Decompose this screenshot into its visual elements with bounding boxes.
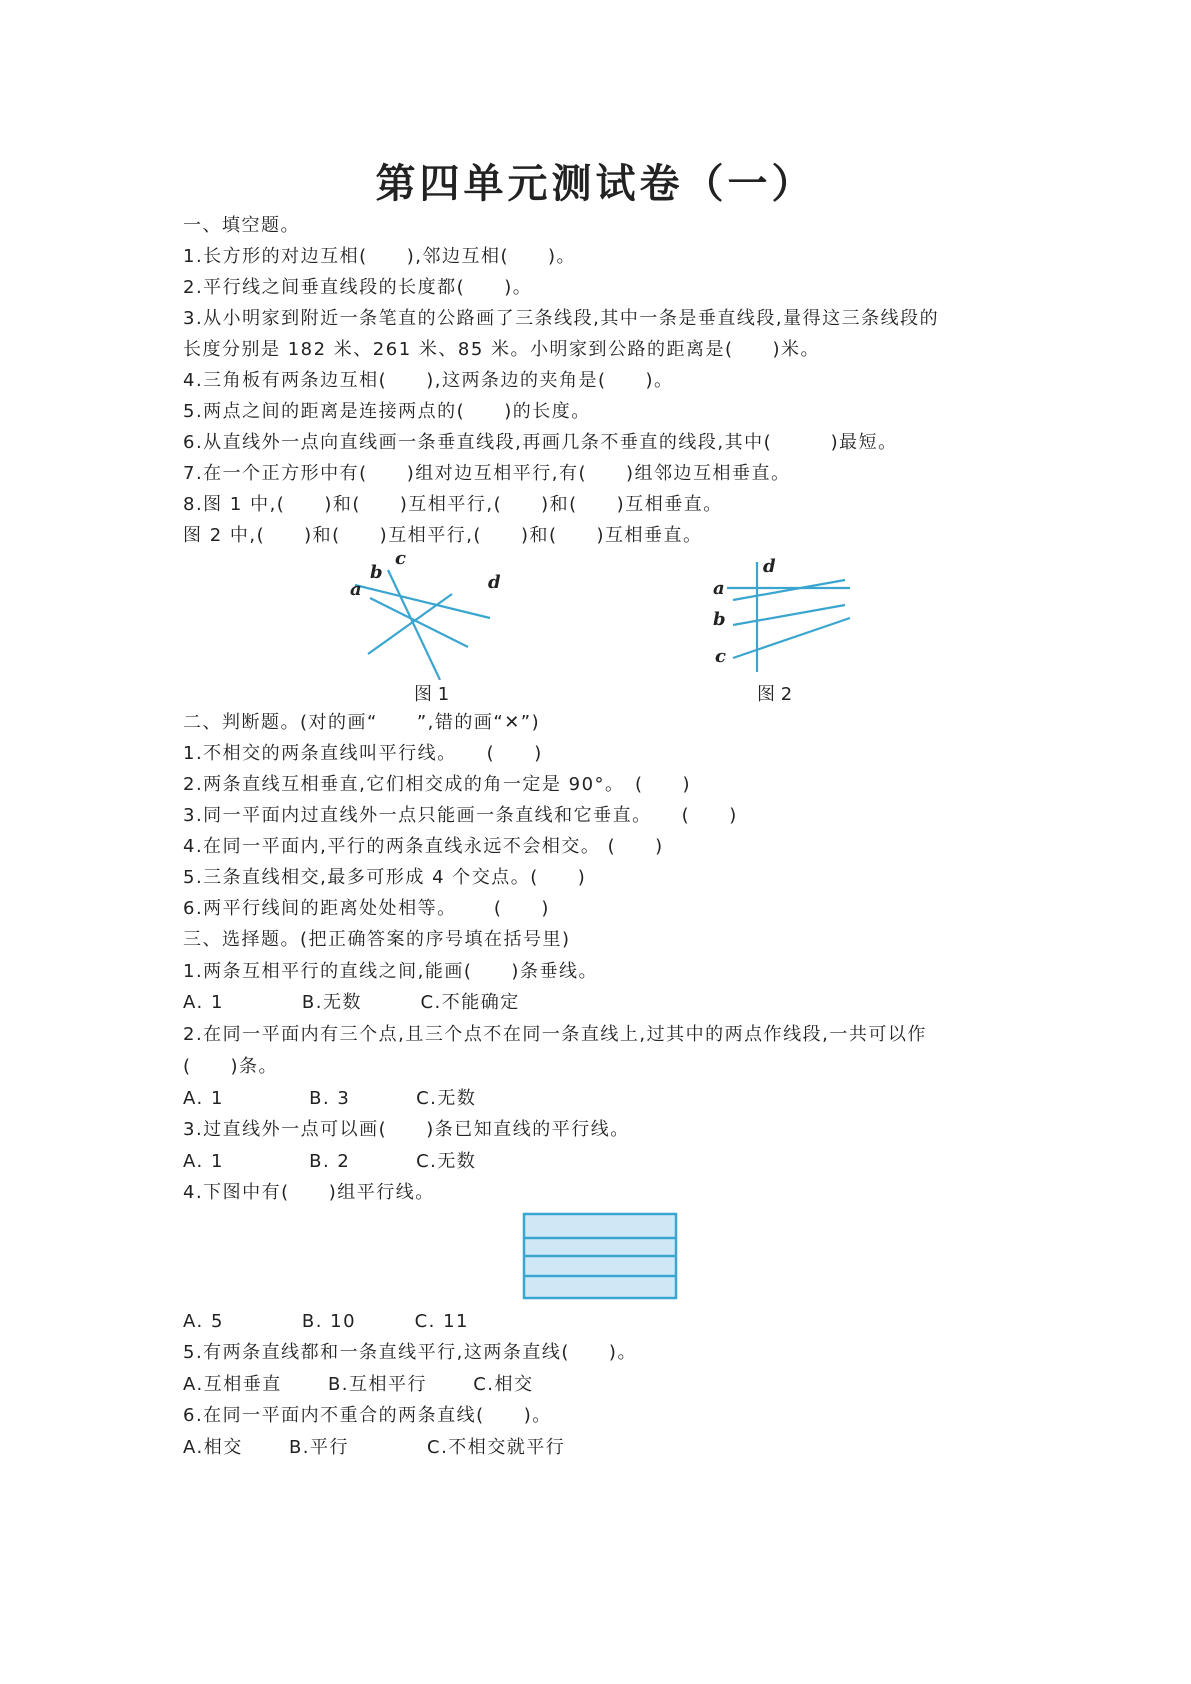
question-3-cont: 长度分别是 182 米、261 米、85 米。小明家到公路的距离是( )米。 xyxy=(183,339,821,360)
choice-2: 2.在同一平面内有三个点,且三个点不在同一条直线上,过其中的两点作线段,一共可以作 xyxy=(183,1024,927,1045)
choice-4-options: A. 5 B. 10 C. 11 xyxy=(183,1311,470,1332)
choice-3-options: A. 1 B. 2 C.无数 xyxy=(183,1151,477,1172)
question-8-fig2: 图 2 中,( )和( )互相平行,( )和( )互相垂直。 xyxy=(183,525,703,546)
section-heading-choice: 三、选择题。(把正确答案的序号填在括号里) xyxy=(183,929,571,950)
question-7: 7.在一个正方形中有( )组对边互相平行,有( )组邻边互相垂直。 xyxy=(183,463,791,484)
fig1-label-d: d xyxy=(488,572,501,593)
judge-2: 2.两条直线互相垂直,它们相交成的角一定是 90°。 ( ) xyxy=(183,774,692,795)
judge-1: 1.不相交的两条直线叫平行线。 ( ) xyxy=(183,743,543,764)
fig1-line-a xyxy=(370,598,468,647)
choice-1-options: A. 1 B.无数 C.不能确定 xyxy=(183,992,520,1013)
choice-6-options: A.相交 B.平行 C.不相交就平行 xyxy=(183,1437,566,1458)
fig1-label-c: c xyxy=(395,550,406,569)
judge-5: 5.三条直线相交,最多可形成 4 个交点。( ) xyxy=(183,867,587,888)
choice-6: 6.在同一平面内不重合的两条直线( )。 xyxy=(183,1405,552,1426)
fig1-label-a: a xyxy=(350,579,362,600)
rectangle-figure xyxy=(522,1212,680,1300)
choice-2-cont: ( )条。 xyxy=(183,1056,279,1077)
figure-2-caption: 图 2 xyxy=(757,684,793,705)
section-heading-fill: 一、填空题。 xyxy=(183,215,300,236)
question-2: 2.平行线之间垂直线段的长度都( )。 xyxy=(183,277,533,298)
question-8: 8.图 1 中,( )和( )互相平行,( )和( )互相垂直。 xyxy=(183,494,723,515)
fig2-line-c xyxy=(733,618,850,658)
fig2-label-a: a xyxy=(713,578,725,599)
judge-6: 6.两平行线间的距离处处相等。 ( ) xyxy=(183,898,550,919)
fig2-line-b xyxy=(733,605,845,625)
choice-5: 5.有两条直线都和一条直线平行,这两条直线( )。 xyxy=(183,1342,637,1363)
question-3: 3.从小明家到附近一条笔直的公路画了三条线段,其中一条是垂直线段,量得这三条线段的 xyxy=(183,308,940,329)
judge-3: 3.同一平面内过直线外一点只能画一条直线和它垂直。 ( ) xyxy=(183,805,738,826)
choice-5-options: A.互相垂直 B.互相平行 C.相交 xyxy=(183,1374,534,1395)
section-heading-judge: 二、判断题。(对的画“ ”,错的画“✕”) xyxy=(183,712,541,733)
fig1-label-b: b xyxy=(370,562,383,583)
choice-3: 3.过直线外一点可以画( )条已知直线的平行线。 xyxy=(183,1119,630,1140)
fig2-line-a xyxy=(733,580,845,600)
question-4: 4.三角板有两条边互相( ),这两条边的夹角是( )。 xyxy=(183,370,674,391)
figure-1 xyxy=(340,550,520,680)
fig2-label-d: d xyxy=(763,556,776,577)
choice-4: 4.下图中有( )组平行线。 xyxy=(183,1182,435,1203)
choice-2-options: A. 1 B. 3 C.无数 xyxy=(183,1088,477,1109)
judge-4: 4.在同一平面内,平行的两条直线永远不会相交。 ( ) xyxy=(183,836,664,857)
figure-1-caption: 图 1 xyxy=(414,684,450,705)
fig2-label-c: c xyxy=(715,646,726,667)
fig1-line-c xyxy=(388,570,440,680)
question-1: 1.长方形的对边互相( ),邻边互相( )。 xyxy=(183,246,576,267)
question-5: 5.两点之间的距离是连接两点的( )的长度。 xyxy=(183,401,591,422)
question-6: 6.从直线外一点向直线画一条垂直线段,再画几条不垂直的线段,其中( )最短。 xyxy=(183,432,898,453)
page-title: 第四单元测试卷（一） xyxy=(375,160,816,207)
figure-2 xyxy=(705,550,865,680)
fig2-label-b: b xyxy=(713,609,726,630)
choice-1: 1.两条互相平行的直线之间,能画( )条垂线。 xyxy=(183,961,598,982)
